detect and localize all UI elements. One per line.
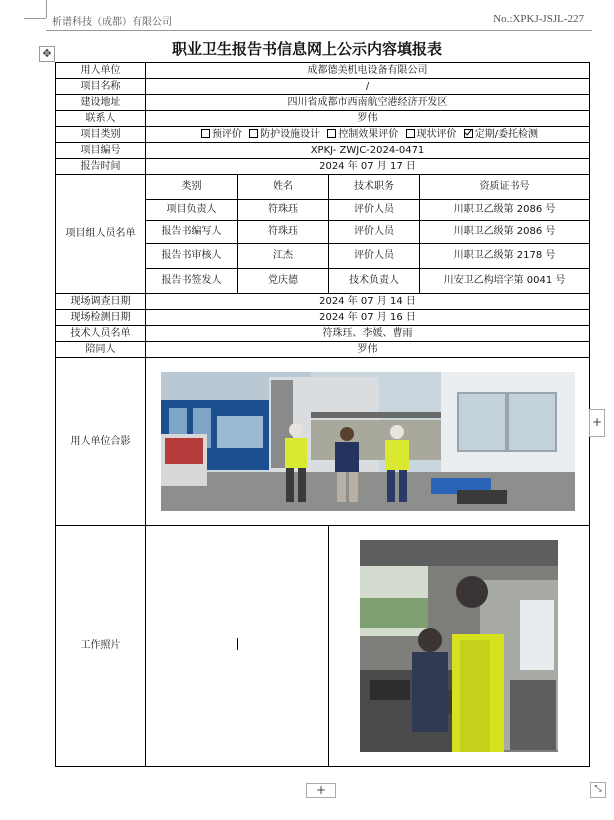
team-title[interactable]: 评价人员 (329, 221, 420, 244)
header-rule (46, 30, 592, 31)
cell-label: 陪同人 (56, 342, 146, 358)
cell-label: 现场检测日期 (56, 310, 146, 326)
table-row (56, 310, 590, 326)
team-cert[interactable]: 川职卫乙级第 2178 号 (420, 244, 590, 269)
checkbox-label: 现状评价 (416, 128, 457, 140)
cell-label: 现场调查日期 (56, 294, 146, 310)
checkbox-label: 防护设施设计 (260, 128, 321, 140)
table-row (56, 358, 590, 526)
checkbox-pre-evaluation[interactable] (201, 129, 210, 138)
table-row (56, 159, 590, 175)
cell-tech-staff[interactable]: 符珠珏、李媛、曹雨 (146, 326, 590, 342)
table-row (56, 63, 590, 79)
table-row (56, 326, 590, 342)
checkbox-label: 预评价 (211, 128, 242, 140)
table-row (56, 342, 590, 358)
team-header-name: 姓名 (238, 175, 329, 200)
cell-project-name[interactable]: / (146, 79, 590, 95)
cell-label: 技术人员名单 (56, 326, 146, 342)
report-form-table (55, 62, 590, 767)
header-company: 析谱科技（成都）有限公司 (52, 17, 172, 28)
team-header-role: 类别 (146, 175, 238, 200)
table-row (56, 79, 590, 95)
table-row (56, 127, 590, 143)
cell-survey-date[interactable]: 2024 年 07 月 14 日 (146, 294, 590, 310)
cell-project-category (146, 127, 590, 143)
table-row (56, 294, 590, 310)
team-title[interactable]: 评价人员 (329, 200, 420, 221)
team-header-cert: 资质证书号 (420, 175, 590, 200)
cell-label: 用人单位 (56, 63, 146, 79)
checkbox-protection-design[interactable] (249, 129, 258, 138)
table-row (56, 143, 590, 159)
header-doc-number: No.:XPKJ-JSJL-227 (493, 13, 584, 25)
cell-work-photo-left[interactable] (146, 526, 329, 767)
cell-label: 项目名称 (56, 79, 146, 95)
cell-label: 报告时间 (56, 159, 146, 175)
checkbox-status-evaluation[interactable] (406, 129, 415, 138)
team-cert[interactable]: 川职卫乙级第 2086 号 (420, 200, 590, 221)
cell-label: 项目组人员名单 (56, 175, 146, 294)
table-row (56, 95, 590, 111)
crop-mark (46, 0, 47, 18)
checkbox-label: 控制效果评价 (338, 128, 399, 140)
team-name[interactable]: 江杰 (238, 244, 329, 269)
team-role: 报告书签发人 (146, 269, 238, 294)
team-title[interactable]: 技术负责人 (329, 269, 420, 294)
cell-contact[interactable]: 罗伟 (146, 111, 590, 127)
page-title: 职业卫生报告书信息网上公示内容填报表 (171, 40, 442, 58)
add-row-button[interactable]: + (306, 783, 336, 798)
work-photo-image (360, 540, 558, 752)
team-name[interactable]: 符珠珏 (238, 221, 329, 244)
group-photo-image (161, 372, 575, 511)
table-move-handle-icon[interactable]: ✥ (39, 46, 55, 62)
team-role: 报告书编写人 (146, 221, 238, 244)
cell-companion[interactable]: 罗伟 (146, 342, 590, 358)
table-row (56, 175, 590, 200)
cell-group-photo[interactable] (146, 358, 590, 526)
team-name[interactable]: 符珠珏 (238, 200, 329, 221)
crop-mark (24, 18, 46, 19)
cell-employer[interactable]: 成都德美机电设备有限公司 (146, 63, 590, 79)
team-name[interactable]: 党庆德 (238, 269, 329, 294)
cell-label: 建设地址 (56, 95, 146, 111)
cell-label: 用人单位合影 (56, 358, 146, 526)
table-row (56, 111, 590, 127)
table-resize-handle-icon[interactable]: ⤡ (590, 782, 606, 798)
team-header-title: 技术职务 (329, 175, 420, 200)
cell-label: 联系人 (56, 111, 146, 127)
work-photo (360, 540, 558, 752)
team-role: 项目负责人 (146, 200, 238, 221)
team-cert[interactable]: 川安卫乙构培字第 0041 号 (420, 269, 590, 294)
group-photo (161, 372, 575, 511)
team-cert[interactable]: 川职卫乙级第 2086 号 (420, 221, 590, 244)
cell-label: 工作照片 (56, 526, 146, 767)
add-column-button[interactable]: + (589, 409, 605, 437)
checkbox-periodic-detection-checked[interactable] (464, 129, 473, 138)
cell-work-photo-right[interactable] (329, 526, 590, 767)
cell-project-number[interactable]: XPKJ- ZWJC-2024-0471 (146, 143, 590, 159)
cell-address[interactable]: 四川省成都市西南航空港经济开发区 (146, 95, 590, 111)
checkbox-control-effect[interactable] (327, 129, 336, 138)
cell-label: 项目编号 (56, 143, 146, 159)
cell-test-date[interactable]: 2024 年 07 月 16 日 (146, 310, 590, 326)
text-cursor (237, 638, 238, 650)
checkbox-label: 定期/委托检测 (474, 128, 539, 140)
cell-report-time[interactable]: 2024 年 07 月 17 日 (146, 159, 590, 175)
cell-label: 项目类别 (56, 127, 146, 143)
team-title[interactable]: 评价人员 (329, 244, 420, 269)
table-row (56, 526, 590, 767)
team-role: 报告书审核人 (146, 244, 238, 269)
